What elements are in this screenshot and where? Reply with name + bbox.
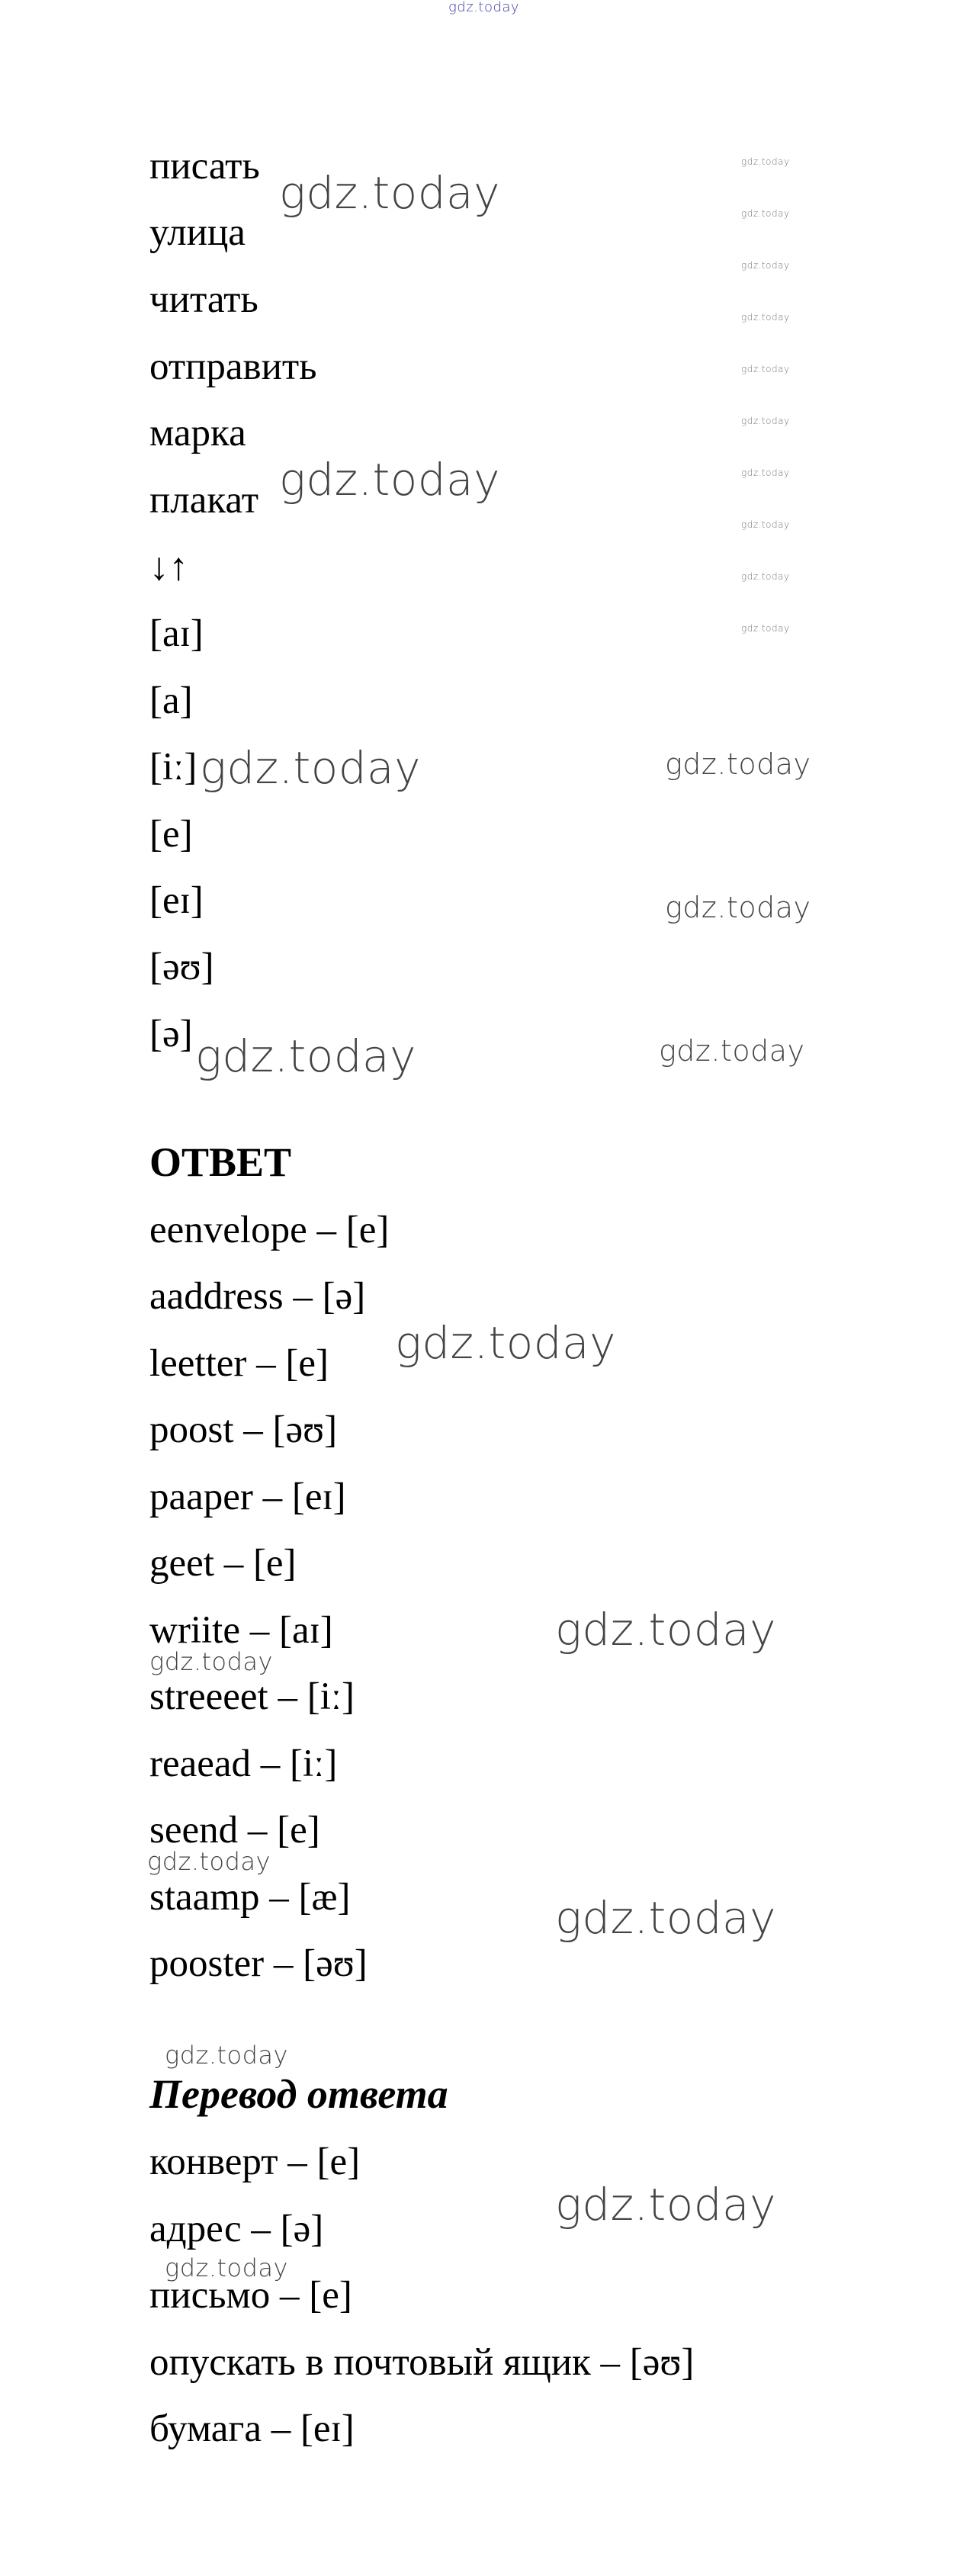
answer-item: wriite – [aɪ] [149,1609,333,1652]
vocab-item: улица [149,211,246,254]
vocab-sound: [iː] [149,746,197,789]
watermark: gdz.today [659,1034,805,1068]
translation-item: письмо – [e] [149,2274,352,2317]
answer-item: leetter – [e] [149,1342,329,1385]
watermark: gdz.today [149,1647,273,1676]
answer-heading: ОТВЕТ [149,1139,292,1185]
vocab-sound: [əʊ] [149,946,214,988]
vocab-item: плакат [149,479,258,522]
watermark: gdz.today [555,1892,776,1944]
watermark: gdz.today [147,1847,271,1876]
watermark: gdz.today [555,1604,776,1656]
watermark-top: gdz.today [448,0,520,15]
watermark: gdz.today [555,2179,776,2231]
answer-item: pooster – [əʊ] [149,1942,368,1985]
vocab-sound: [e] [149,813,193,856]
watermark: gdz.today [741,208,790,219]
watermark: gdz.today [395,1317,616,1369]
watermark: gdz.today [741,260,790,271]
watermark: gdz.today [200,742,421,794]
watermark: gdz.today [741,519,790,530]
watermark: gdz.today [741,364,790,374]
watermark: gdz.today [195,1030,416,1082]
watermark: gdz.today [741,416,790,426]
watermark: gdz.today [279,454,500,506]
watermark: gdz.today [741,467,790,478]
translation-heading: Перевод ответа [149,2071,448,2117]
watermark: gdz.today [165,2253,288,2282]
translation-item: опускать в почтовый ящик – [əʊ] [149,2341,695,2384]
answer-item: poost – [əʊ] [149,1408,338,1451]
answer-item: staamp – [æ] [149,1876,351,1919]
watermark: gdz.today [741,312,790,323]
vocab-sound: [eɪ] [149,879,204,922]
watermark: gdz.today [665,747,811,781]
vocab-sound: [ə] [149,1013,193,1055]
vocab-sound: [a] [149,679,193,722]
vocab-item: марка [149,412,246,454]
watermark: gdz.today [741,156,790,167]
translation-item: конверт – [e] [149,2141,361,2183]
watermark: gdz.today [741,571,790,582]
answer-item: reaead – [iː] [149,1742,338,1785]
answer-item: aaddress – [ə] [149,1275,366,1318]
vocab-item: читать [149,278,258,321]
translation-item: адрес – [ə] [149,2208,324,2250]
vocab-sound: [aɪ] [149,612,204,655]
watermark: gdz.today [741,623,790,634]
answer-item: paaper – [eɪ] [149,1476,346,1518]
vocab-item: отправить [149,345,317,388]
watermark: gdz.today [165,2041,288,2070]
vocab-arrows: ↓↑ [149,546,188,589]
watermark: gdz.today [279,167,500,219]
translation-item: бумага – [eɪ] [149,2407,355,2450]
answer-item: geet – [e] [149,1542,297,1585]
watermark: gdz.today [665,891,811,924]
answer-item: eenvelope – [e] [149,1209,390,1251]
answer-item: seend – [e] [149,1809,320,1852]
answer-item: streeeet – [iː] [149,1675,355,1718]
vocab-item: писать [149,145,260,188]
